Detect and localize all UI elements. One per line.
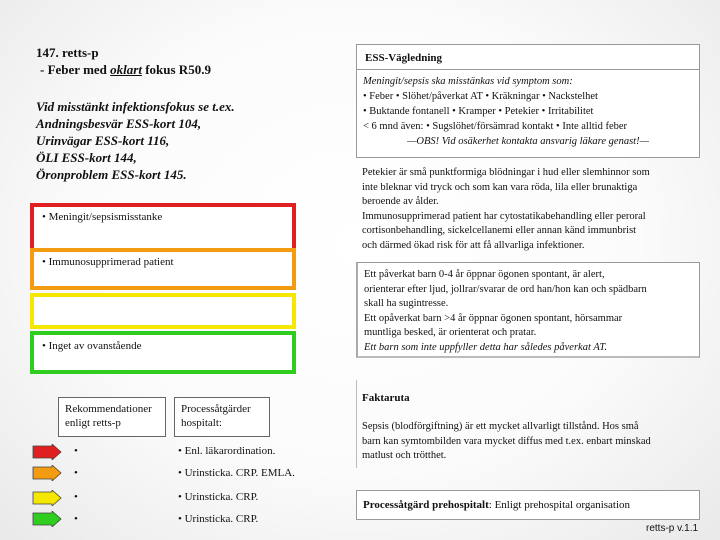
card-title: [36, 44, 211, 78]
petek-line: cortisonbehandling, sickelcellanemi eller annan känd immunbrist: [362, 225, 637, 236]
priority-arrow-orange: [32, 465, 62, 481]
fakta-line: Sepsis (blodförgiftning) är ett mycket allvarligt tillstånd. Hos små: [362, 421, 639, 432]
process-action: • Urinsticka. CRP.: [178, 513, 259, 525]
title-suffix: fokus R50.9: [141, 62, 211, 77]
suspected-focus-note: [36, 98, 235, 183]
mening-line-text: Meningit/sepsis ska misstänkas vid symptom som:: [363, 76, 573, 87]
petek-line: Immunosupprimerad patient har cytostatikabehandling eller peroral: [362, 210, 646, 222]
mening-warning: —OBS! Vid osäkerhet kontakta ansvarig läkare genast!—: [407, 136, 649, 147]
rec-header-line2: enligt retts-p: [65, 417, 121, 429]
petek-line: beroende av ålder.: [362, 196, 439, 207]
priority-arrow-green: [32, 511, 62, 527]
paverkat-line: Ett barn som inte uppfyller detta har således påverkat AT.: [364, 341, 608, 353]
rec-bullet: •: [74, 513, 78, 525]
rec-header-line1: Rekommendationer: [65, 403, 152, 415]
suspect-line: Urinvägar ESS-kort 116,: [36, 133, 170, 148]
priority-arrow-red: [32, 444, 62, 460]
triage-box-green: [30, 331, 296, 374]
paverkat-line: muntliga besked, är orienterat och pratar.: [364, 327, 537, 338]
rec-bullet: •: [74, 491, 78, 503]
petek-line: och därmed ökad risk för att få allvarliga infektioner.: [362, 239, 585, 251]
title-emphasis: oklart: [110, 62, 142, 77]
triage-red-text: • Meningit/sepsismisstanke: [42, 211, 163, 223]
mening-line: • Feber • Slöhet/påverkat AT • Kräkningar • Nackstelhet: [363, 91, 598, 102]
mening-line: • Buktande fontanell • Kramper • Petekier • Irritabilitet: [363, 106, 594, 117]
fakta-line: matlust och trötthet.: [362, 450, 447, 461]
prehospital-action-box: [356, 490, 700, 520]
ess-guidance-header: ESS-Vägledning: [356, 44, 700, 70]
process-action: • Urinsticka. CRP. EMLA.: [178, 467, 295, 479]
petechiae-immunosuppression-text: [362, 166, 698, 253]
suspect-line: Vid misstänkt infektionsfokus se t.ex.: [36, 99, 235, 114]
proc-header-line1: Processåtgärder: [181, 403, 251, 415]
process-action: • Enl. läkarordination.: [178, 445, 276, 457]
prehosp-text: : Enligt prehospital organisation: [488, 499, 631, 511]
triage-green-text: • Inget av ovanstående: [42, 340, 142, 352]
priority-arrow-yellow: [32, 490, 62, 506]
petek-line: Petekier är små punktformiga blödningar i hud eller slemhinnor som: [362, 167, 650, 178]
card-title-line2: [36, 61, 211, 78]
recommendations-header: [58, 397, 166, 437]
fact-box-title: Faktaruta: [362, 392, 410, 404]
fakta-line: barn kan symtombilden vara mycket diffus med t.ex. enbart minskad: [362, 435, 651, 447]
triage-orange-text: • Immunosupprimerad patient: [42, 256, 174, 268]
paverkat-line: Ett opåverkat barn >4 år öppnar ögonen spontant, hörsammar: [364, 312, 623, 324]
proc-header-line2: hospitalt:: [181, 417, 222, 429]
paverkat-line: orienterar efter ljud, jollrar/svarar de ord han/hon kan och spädbarn: [364, 283, 647, 295]
process-actions-header: [174, 397, 270, 437]
prehosp-label: Processåtgärd prehospitalt: [363, 499, 489, 511]
mening-line: < 6 mnd även: • Sugslöhet/försämrad kontakt • Inte alltid feber: [363, 121, 628, 132]
paverkat-line: skall ha sugintresse.: [364, 298, 449, 309]
suspect-line: Öronproblem ESS-kort 145.: [36, 167, 187, 182]
triage-box-yellow: [30, 293, 296, 329]
process-action: • Urinsticka. CRP.: [178, 491, 259, 503]
affected-child-box: [356, 262, 700, 358]
meningitis-sepsis-box: [356, 70, 700, 158]
suspect-line: Andningsbesvär ESS-kort 104,: [36, 116, 202, 131]
paverkat-line: Ett påverkat barn 0-4 år öppnar ögonen spontant, är alert,: [364, 269, 605, 280]
card-title-line1: 147. retts-p: [36, 45, 99, 60]
version-footer: retts-p v.1.1: [646, 523, 699, 534]
rec-bullet: •: [74, 445, 78, 457]
suspect-line: ÖLI ESS-kort 144,: [36, 150, 137, 165]
mening-line: [363, 74, 693, 89]
triage-box-orange: [30, 248, 296, 290]
fact-box-body: [362, 420, 694, 464]
rec-bullet: •: [74, 467, 78, 479]
petek-line: inte bleknar vid tryck och som kan vara röda, lila eller brunaktiga: [362, 181, 638, 193]
title-prefix: - Feber med: [40, 62, 111, 77]
